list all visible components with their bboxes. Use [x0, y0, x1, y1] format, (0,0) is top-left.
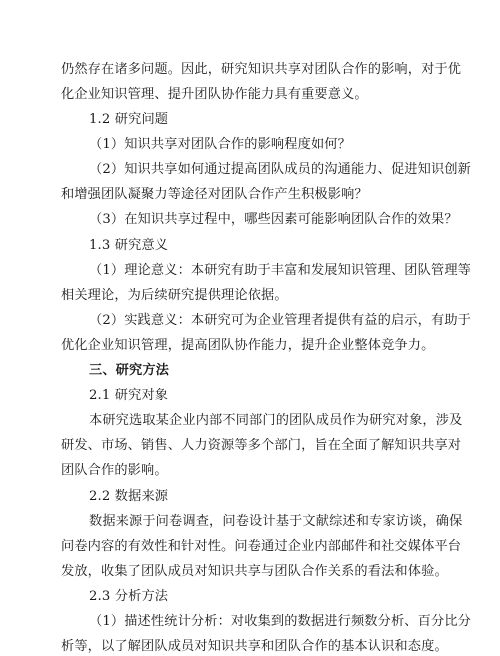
- paragraph-line: 研发、市场、销售、人力资源等多个部门，旨在全面了解知识共享对: [61, 438, 462, 453]
- section-heading: 1.3 研究意义: [89, 238, 169, 253]
- section-heading: 2.3 分析方法: [89, 589, 169, 604]
- paragraph-line: 析等，以了解团队成员对知识共享和团队合作的基本认识和态度。: [61, 639, 448, 654]
- paragraph-line: 相关理论，为后续研究提供理论依据。: [61, 288, 288, 303]
- paragraph-line: 化企业知识管理、提升团队协作能力具有重要意义。: [61, 87, 368, 102]
- paragraph-line: 优化企业知识管理，提高团队协作能力，提升企业整体竞争力。: [61, 338, 435, 353]
- paragraph-line: 发放，收集了团队成员对知识共享与团队合作关系的看法和体验。: [61, 564, 448, 579]
- section-heading: 1.2 研究问题: [89, 112, 169, 127]
- method-item: （1）描述性统计分析：对收集到的数据进行频数分析、百分比分: [89, 614, 471, 629]
- section-heading: 2.2 数据来源: [89, 489, 169, 504]
- question-item: （3）在知识共享过程中，哪些因素可能影响团队合作的效果？: [89, 212, 458, 227]
- paragraph-line: 和增强团队凝聚力等途径对团队合作产生积极影响？: [61, 187, 368, 202]
- paragraph-line: 本研究选取某企业内部不同部门的团队成员作为研究对象，涉及: [89, 413, 463, 428]
- paragraph-line: 问卷内容的有效性和针对性。问卷通过企业内部邮件和社交媒体平台: [61, 539, 462, 554]
- paragraph-line: 数据来源于问卷调查，问卷设计基于文献综述和专家访谈，确保: [89, 514, 463, 529]
- section-heading: 2.1 研究对象: [89, 388, 169, 403]
- question-item: （1）知识共享对团队合作的影响程度如何？: [89, 137, 351, 152]
- question-item: （2）知识共享如何通过提高团队成员的沟通能力、促进知识创新: [89, 162, 471, 177]
- significance-item: （1）理论意义：本研究有助于丰富和发展知识管理、团队管理等: [89, 263, 471, 278]
- paragraph-line: 仍然存在诸多问题。因此，研究知识共享对团队合作的影响，对于优: [61, 62, 462, 77]
- significance-item: （2）实践意义：本研究可为企业管理者提供有益的启示，有助于: [89, 313, 471, 328]
- paragraph-line: 团队合作的影响。: [61, 463, 168, 478]
- chapter-heading: 三、研究方法: [89, 363, 170, 378]
